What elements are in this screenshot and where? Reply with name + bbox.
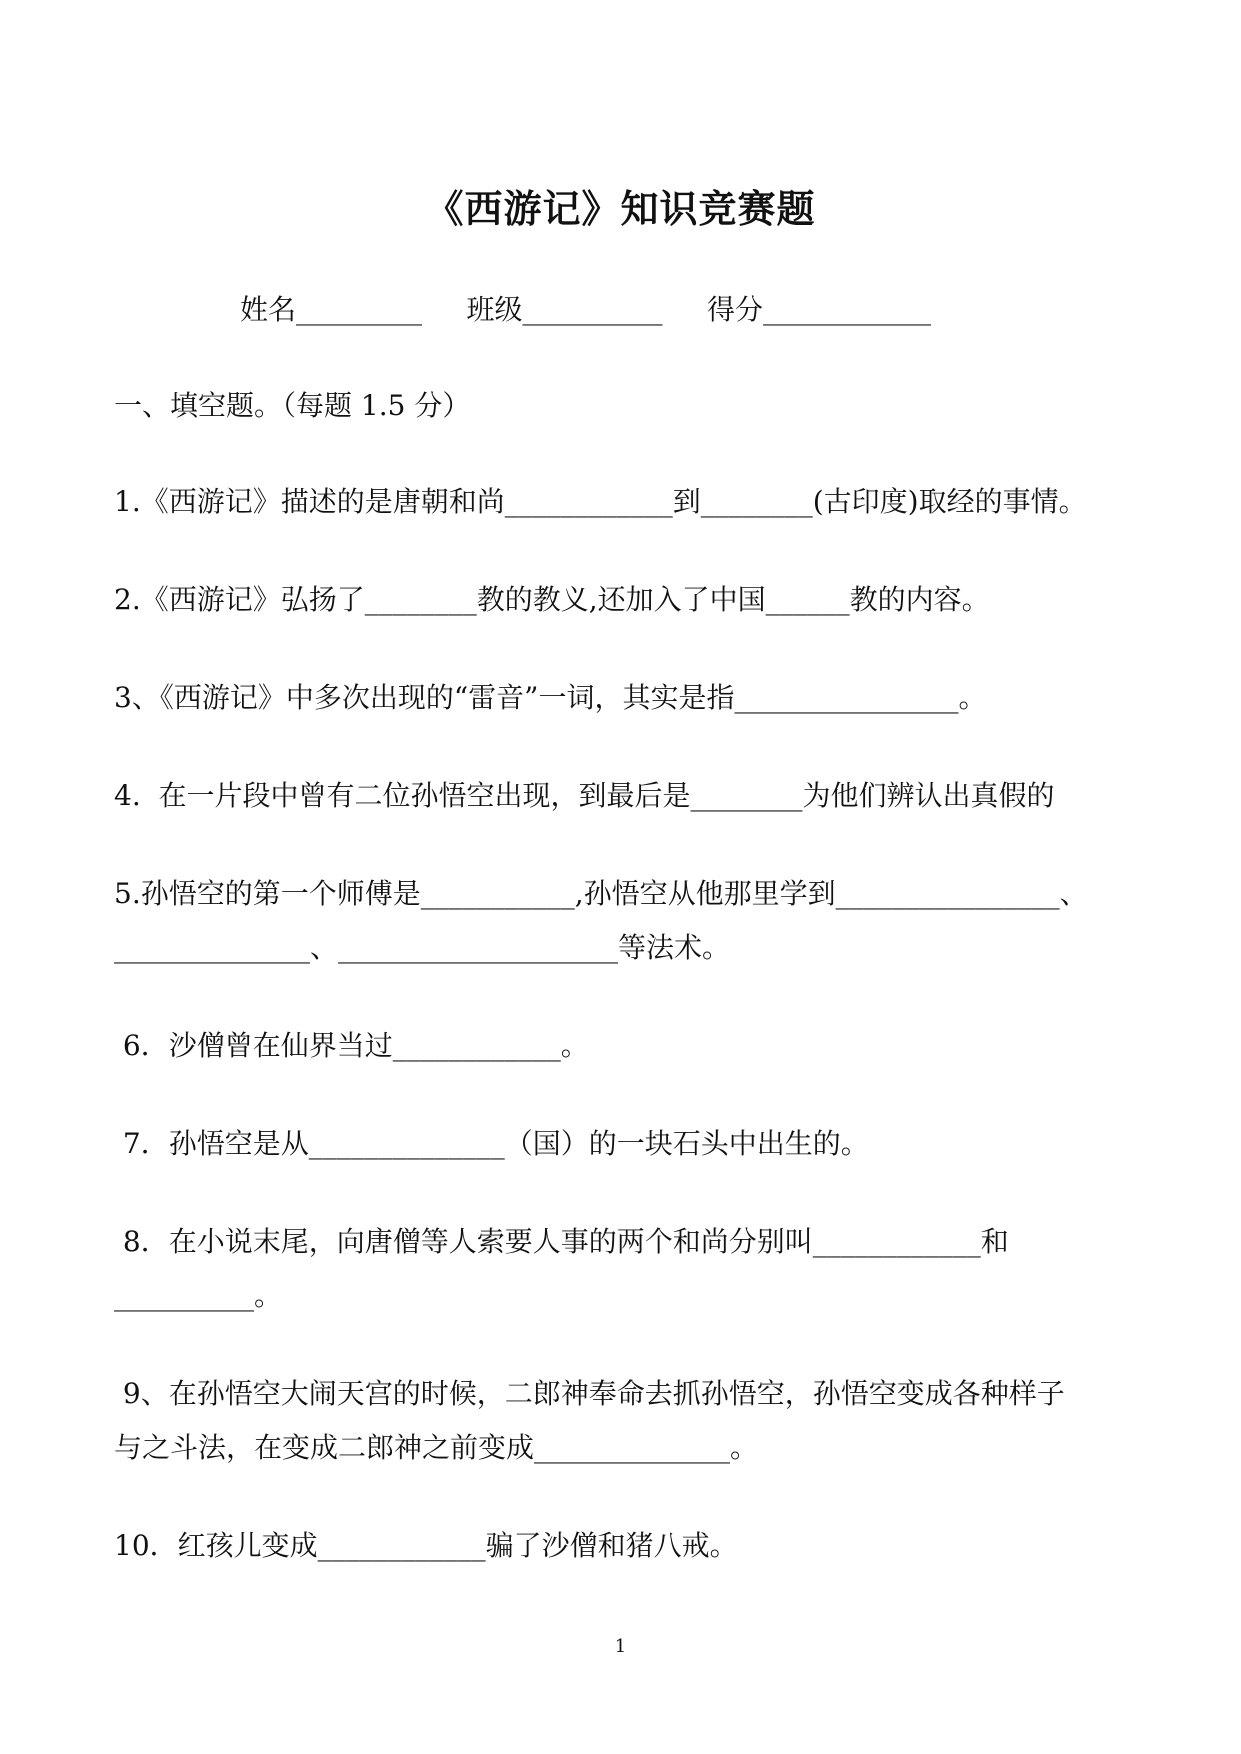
question-5-line-2: ______________、____________________等法术。 <box>114 931 731 964</box>
page-title: 《西游记》知识竞赛题 <box>425 186 816 231</box>
question-9-line-1: 9、在孙悟空大闹天宫的时候，二郎神奉命去抓孙悟空，孙悟空变成各种样子 <box>114 1377 1065 1410</box>
question-4: 4. 在一片段中曾有二位孙悟空出现，到最后是________为他们辨认出真假的 <box>114 779 1055 812</box>
question-3: 3、《西游记》中多次出现的“雷音”一词，其实是指________________。 <box>114 681 987 714</box>
question-6: 6．沙僧曾在仙界当过____________。 <box>114 1029 589 1062</box>
question-10: 10．红孩儿变成____________骗了沙僧和猪八戒。 <box>114 1529 738 1562</box>
question-2: 2.《西游记》弘扬了________教的教义,还加入了中国______教的内容。 <box>114 583 990 616</box>
question-5-line-1: 5.孙悟空的第一个师傅是___________,孙悟空从他那里学到________________、 <box>114 877 1088 910</box>
question-7: 7．孙悟空是从______________（国）的一块石头中出生的。 <box>114 1127 869 1160</box>
section-heading: 一、填空题。（每题 1.5 分） <box>114 389 471 422</box>
question-1: 1.《西游记》描述的是唐朝和尚____________到________(古印度)取经的事情。 <box>114 485 1087 518</box>
student-info-row: 姓名_________ 班级__________ 得分____________ <box>240 293 932 326</box>
question-8-line-2: __________。 <box>114 1279 283 1312</box>
question-9-line-2: 与之斗法，在变成二郎神之前变成______________。 <box>114 1431 759 1464</box>
page-number: 1 <box>614 1636 627 1657</box>
question-8-line-1: 8．在小说末尾，向唐僧等人索要人事的两个和尚分别叫____________和 <box>114 1225 1009 1258</box>
